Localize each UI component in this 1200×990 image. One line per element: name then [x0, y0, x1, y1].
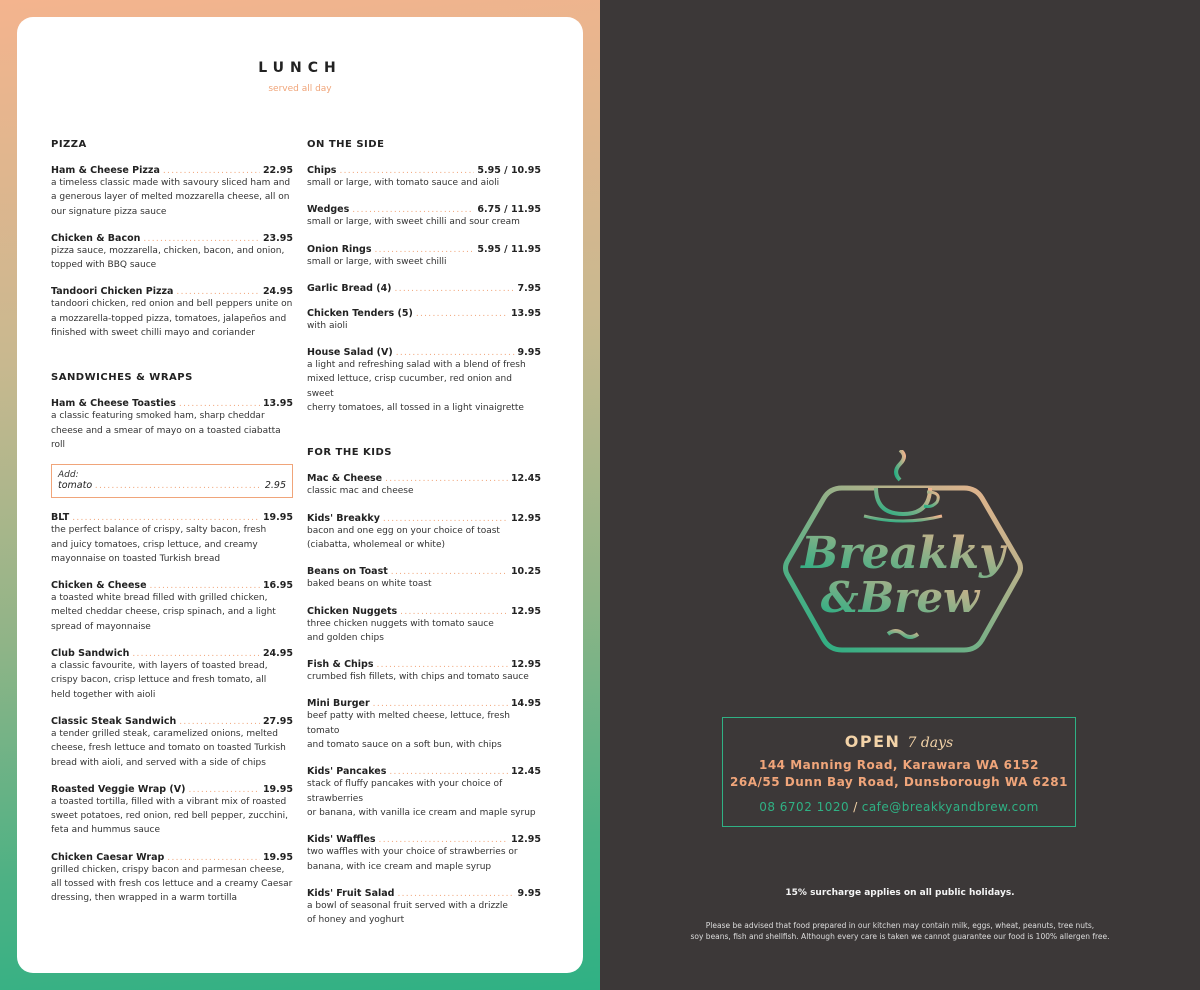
item-price: 23.95 — [262, 232, 293, 244]
dot-leader — [179, 717, 260, 727]
menu-column-right — [307, 139, 541, 941]
item-name: Roasted Veggie Wrap (V) — [51, 783, 186, 795]
menu-item — [307, 888, 541, 928]
dot-leader — [373, 699, 508, 709]
dot-leader — [179, 399, 260, 409]
item-description: two waffles with your choice of strawberries or — [307, 847, 518, 858]
item-price: 19.95 — [262, 783, 293, 795]
item-price: 12.95 — [510, 605, 541, 617]
item-description: our signature pizza sauce — [51, 206, 167, 217]
item-description: a timeless classic made with savoury sliced ham and — [51, 178, 291, 188]
item-description: banana, with ice cream and maple syrup — [307, 861, 492, 872]
opening-info-box — [722, 717, 1076, 827]
menu-item — [51, 165, 293, 219]
item-name: Onion Rings — [307, 243, 372, 255]
item-description: crispy bacon, crisp lettuce and fresh tomato, all — [51, 675, 267, 686]
dot-leader — [385, 474, 508, 484]
item-header — [51, 165, 293, 176]
contact-line — [723, 800, 1075, 814]
item-name: Chicken Nuggets — [307, 605, 398, 617]
menu-item — [307, 698, 541, 752]
dot-leader — [163, 166, 260, 176]
menu-item — [51, 648, 293, 702]
menu-item — [51, 716, 293, 770]
menu-item — [307, 308, 541, 333]
item-name: Wedges — [307, 204, 350, 216]
menu-item — [51, 580, 293, 634]
item-price: 13.95 — [510, 307, 541, 319]
item-header — [307, 888, 541, 899]
item-name: Chicken Caesar Wrap — [51, 851, 165, 863]
item-name: Tandoori Chicken Pizza — [51, 286, 174, 298]
contact-separator: / — [853, 800, 858, 814]
item-description: (ciabatta, wholemeal or white) — [307, 539, 445, 550]
item-header — [307, 766, 541, 777]
item-name: Ham & Cheese Toasties — [51, 398, 176, 410]
item-price: 16.95 — [262, 580, 293, 592]
item-header — [307, 244, 541, 255]
item-name: Kids' Waffles — [307, 834, 376, 846]
item-description: topped with BBQ sauce — [51, 260, 157, 271]
item-name: Chicken Tenders (5) — [307, 307, 413, 319]
dot-leader — [395, 284, 515, 294]
item-description: small or large, with sweet chilli and sour cream — [307, 217, 520, 228]
item-header — [307, 283, 541, 294]
menu-item — [51, 233, 293, 273]
item-description: three chicken nuggets with tomato sauce — [307, 618, 494, 629]
dot-leader — [383, 514, 508, 524]
section-heading-sandwiches: SANDWICHES & WRAPS — [51, 372, 193, 384]
phone-number[interactable]: 08 6702 1020 — [759, 800, 850, 814]
disclaimer-line: soy beans, fish and shellfish. Although every care is taken we cannot guarantee our food is 100% allergen free. — [690, 932, 1110, 941]
item-name: Kids' Breakky — [307, 512, 380, 524]
menu-item — [307, 165, 541, 190]
item-description: with aioli — [307, 320, 348, 331]
item-description: and juicy tomatoes, crisp lettuce, and creamy — [51, 539, 258, 550]
menu-item — [307, 513, 541, 553]
menu-column-left — [51, 139, 293, 920]
section-gap — [307, 429, 541, 447]
item-price: 12.45 — [510, 766, 541, 778]
item-name: Club Sandwich — [51, 648, 130, 660]
menu-item — [307, 766, 541, 820]
dot-leader — [72, 513, 260, 523]
dot-leader — [377, 660, 508, 670]
item-name: Chicken & Bacon — [51, 232, 141, 244]
item-header — [307, 513, 541, 524]
item-name: Mac & Cheese — [307, 473, 383, 485]
item-description: a classic featuring smoked ham, sharp cheddar — [51, 411, 265, 422]
dot-leader — [176, 287, 260, 297]
item-price: 9.95 — [517, 347, 541, 359]
item-description: crumbed fish fillets, with chips and tomato sauce — [307, 672, 529, 683]
item-header — [307, 566, 541, 577]
item-description: beef patty with melted cheese, lettuce, fresh tomato — [307, 711, 510, 736]
menu-item — [307, 834, 541, 874]
item-header — [307, 606, 541, 617]
item-description: a light and refreshing salad with a blend of fresh — [307, 360, 526, 371]
brand-line1: Breakky — [801, 528, 1005, 579]
item-price: 6.75 / 11.95 — [477, 204, 541, 216]
menu-item — [307, 204, 541, 229]
dot-leader — [339, 166, 474, 176]
item-description: held together with aioli — [51, 689, 156, 700]
item-header — [307, 698, 541, 709]
item-price: 24.95 — [262, 648, 293, 660]
item-description: all tossed with fresh cos lettuce and a creamy Caesar — [51, 879, 293, 890]
addon-row — [58, 480, 286, 491]
dot-leader — [389, 767, 508, 777]
item-description: spread of mayonnaise — [51, 621, 151, 632]
item-description: baked beans on white toast — [307, 579, 432, 590]
email-link[interactable]: cafe@breakkyandbrew.com — [861, 800, 1039, 814]
menu-item — [307, 283, 541, 294]
item-description: a classic favourite, with layers of toasted bread, — [51, 661, 268, 672]
address-karawara: 144 Manning Road, Karawara WA 6152 — [758, 758, 1040, 772]
item-price: 12.45 — [510, 473, 541, 485]
dot-leader — [167, 853, 260, 863]
allergen-disclaimer — [660, 920, 1140, 942]
item-header — [51, 716, 293, 727]
item-header — [51, 233, 293, 244]
section-gap — [51, 354, 293, 372]
breakky-and-brew-logo — [780, 450, 1026, 662]
item-description: a toasted tortilla, filled with a vibrant mix of roasted — [51, 796, 287, 807]
item-header — [51, 648, 293, 659]
item-description: grilled chicken, crispy bacon and parmesan cheese, — [51, 864, 285, 875]
item-description: bread with aioli, and served with a side of chips — [51, 757, 266, 768]
menu-subtitle: served all day — [268, 84, 332, 94]
dot-leader — [132, 649, 260, 659]
item-description: and tomato sauce on a soft bun, with chips — [307, 740, 502, 751]
open-label: OPEN — [844, 732, 901, 751]
dot-leader — [396, 348, 515, 358]
item-name: Mini Burger — [307, 698, 370, 710]
item-description: a mozzarella-topped pizza, tomatoes, jalapeños and — [51, 313, 287, 324]
item-description: tandoori chicken, red onion and bell peppers unite on — [51, 299, 293, 310]
item-description: cherry tomatoes, all tossed in a light vinaigrette — [307, 403, 524, 414]
item-header — [51, 784, 293, 795]
item-description: sweet potatoes, red onion, red bell pepper, zucchini, — [51, 811, 288, 822]
item-price: 12.95 — [510, 512, 541, 524]
dot-leader — [95, 481, 262, 491]
item-description: mixed lettuce, crisp cucumber, red onion and sweet — [307, 374, 512, 399]
item-price: 14.95 — [510, 698, 541, 710]
item-name: Beans on Toast — [307, 566, 388, 578]
menu-item — [51, 852, 293, 906]
item-header — [307, 659, 541, 670]
item-price: 24.95 — [262, 286, 293, 298]
item-description: finished with sweet chilli mayo and coriander — [51, 328, 255, 339]
item-price: 22.95 — [262, 165, 293, 176]
menu-item — [51, 784, 293, 838]
item-header — [51, 580, 293, 591]
item-description: pizza sauce, mozzarella, chicken, bacon, and onion, — [51, 245, 285, 256]
dot-leader — [391, 567, 508, 577]
item-description: of honey and yoghurt — [307, 915, 405, 926]
item-price: 13.95 — [262, 398, 293, 410]
item-header — [51, 286, 293, 297]
item-header — [51, 398, 293, 409]
addon-price: 2.95 — [264, 480, 286, 492]
item-name: Garlic Bread (4) — [307, 282, 392, 294]
menu-item — [307, 566, 541, 591]
item-description: dressing, then wrapped in a warm tortilla — [51, 893, 237, 904]
item-price: 27.95 — [262, 715, 293, 727]
item-description: a tender grilled steak, caramelized onions, melted — [51, 728, 278, 739]
item-header — [307, 473, 541, 484]
menu-item — [307, 659, 541, 684]
brand-line2: &Brew — [820, 573, 980, 622]
item-header — [307, 204, 541, 215]
surcharge-note: 15% surcharge applies on all public holidays. — [785, 888, 1015, 898]
item-description: small or large, with sweet chilli — [307, 256, 447, 267]
section-heading-pizza: PIZZA — [51, 139, 87, 150]
item-description: feta and hummus sauce — [51, 825, 160, 836]
item-description: bacon and one egg on your choice of toast — [307, 525, 500, 536]
item-description: a generous layer of melted mozzarella cheese, all on — [51, 192, 290, 203]
item-description: mayonnaise on toasted Turkish bread — [51, 553, 221, 564]
item-header — [51, 852, 293, 863]
item-header — [307, 308, 541, 319]
item-price: 10.25 — [510, 566, 541, 578]
item-price: 19.95 — [262, 512, 293, 524]
dot-leader — [374, 245, 474, 255]
item-name: Ham & Cheese Pizza — [51, 165, 160, 176]
item-name: Kids' Pancakes — [307, 766, 387, 778]
item-name: Fish & Chips — [307, 659, 374, 671]
dot-leader — [400, 607, 508, 617]
item-price: 5.95 / 10.95 — [477, 165, 541, 176]
item-header — [307, 347, 541, 358]
menu-item — [307, 244, 541, 269]
item-price: 19.95 — [262, 851, 293, 863]
item-name: Chicken & Cheese — [51, 580, 147, 592]
section-heading-sides: ON THE SIDE — [307, 139, 385, 150]
item-header — [307, 165, 541, 176]
menu-item — [307, 473, 541, 498]
menu-item — [307, 606, 541, 646]
dot-leader — [143, 234, 260, 244]
item-description: or banana, with vanilla ice cream and maple syrup — [307, 807, 536, 818]
address-dunsborough: 26A/55 Dunn Bay Road, Dunsborough WA 6281 — [730, 775, 1068, 789]
item-description: melted cheddar cheese, crisp spinach, and a light — [51, 607, 276, 618]
dot-leader — [188, 785, 260, 795]
item-name: Classic Steak Sandwich — [51, 715, 177, 727]
menu-item — [307, 347, 541, 415]
menu-item — [51, 398, 293, 452]
item-name: Kids' Fruit Salad — [307, 887, 395, 899]
open-days: 7 days — [907, 735, 954, 751]
item-price: 12.95 — [510, 834, 541, 846]
menu-item — [51, 512, 293, 566]
item-price: 12.95 — [510, 659, 541, 671]
dot-leader — [379, 835, 508, 845]
item-name: House Salad (V) — [307, 347, 393, 359]
item-description: cheese, fresh lettuce and tomato on toasted Turkish — [51, 743, 286, 754]
item-name: Chips — [307, 165, 337, 176]
addon-name: tomato — [58, 480, 93, 492]
item-description: cheese and a smear of mayo on a toasted ciabatta roll — [51, 425, 281, 450]
item-header — [307, 834, 541, 845]
addon-box — [51, 464, 293, 498]
item-header — [51, 512, 293, 523]
disclaimer-line: Please be advised that food prepared in our kitchen may contain milk, eggs, wheat, peanuts, tree nuts, — [705, 921, 1095, 930]
addon-label: Add: — [58, 470, 79, 481]
dot-leader — [397, 889, 514, 899]
menu-title: LUNCH — [258, 60, 342, 76]
item-description: stack of fluffy pancakes with your choice of strawberries — [307, 779, 503, 804]
dot-leader — [150, 581, 260, 591]
item-price: 9.95 — [517, 887, 541, 899]
item-name: BLT — [51, 512, 70, 524]
section-heading-kids: FOR THE KIDS — [307, 447, 392, 459]
item-description: the perfect balance of crispy, salty bacon, fresh — [51, 525, 267, 536]
item-description: a toasted white bread filled with grilled chicken, — [51, 593, 268, 604]
open-heading — [723, 732, 1075, 751]
menu-item — [51, 286, 293, 340]
item-description: small or large, with tomato sauce and aioli — [307, 178, 500, 188]
dot-leader — [416, 309, 508, 319]
item-description: a bowl of seasonal fruit served with a drizzle — [307, 900, 508, 911]
item-description: classic mac and cheese — [307, 486, 414, 497]
dot-leader — [352, 205, 474, 215]
item-price: 5.95 / 11.95 — [477, 243, 541, 255]
item-description: and golden chips — [307, 632, 384, 643]
item-price: 7.95 — [517, 282, 541, 294]
